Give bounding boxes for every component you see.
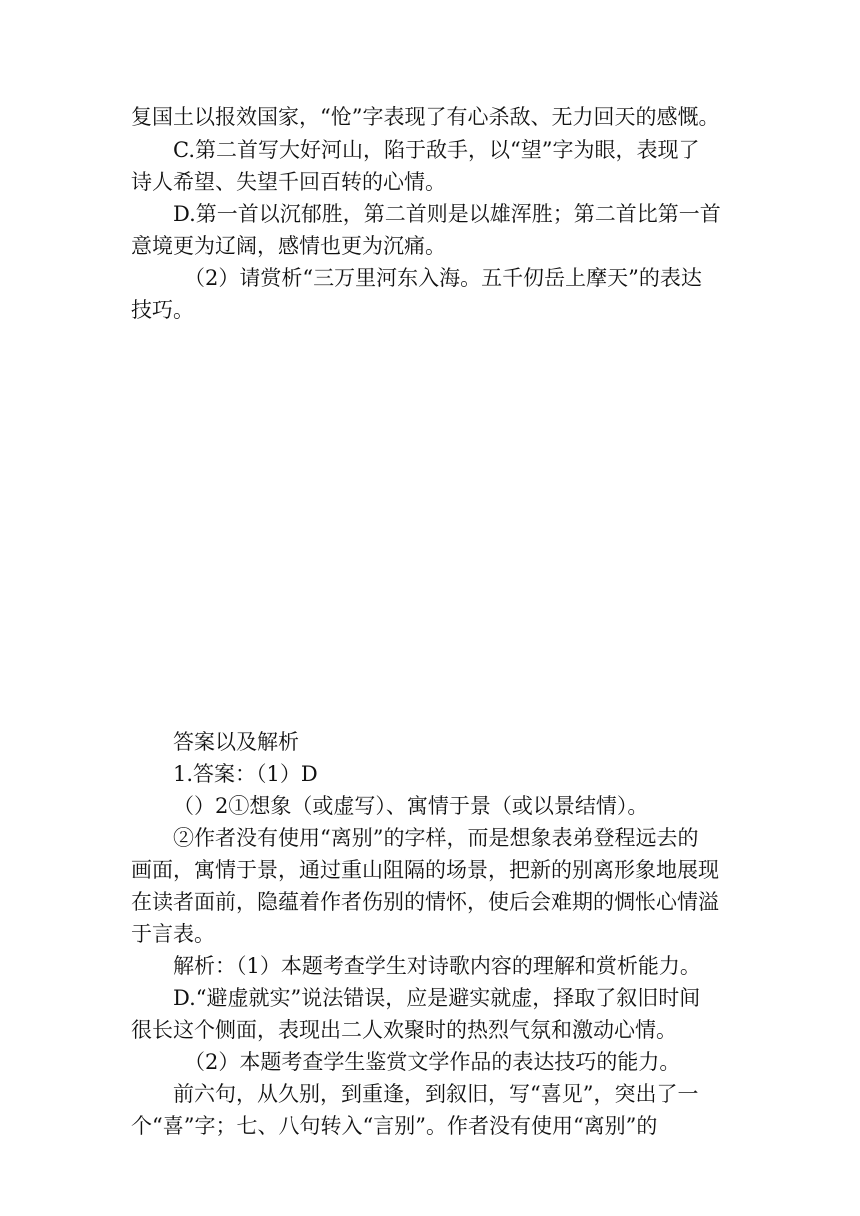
text-line: D.“避虚就实”说法错误，应是避实就虚，择取了叙旧时间 [173,986,701,1010]
answer-2-text: （）2①想象（或虚写）、寓情于景（或以景结情）。 [173,794,649,818]
analysis-text: 解析：（1）本题考查学生对诗歌内容的理解和赏析能力。 [173,954,701,978]
question-2-text: （2）请赏析“三万里河东入海。五千仞岳上摩天”的表达 [184,266,702,290]
text-line: 画面，寓情于景，通过重山阻隔的场景，把新的别离形象地展现 [131,858,719,882]
text-line: 前六句，从久别，到重逢，到叙旧，写“喜见”，突出了一 [173,1082,699,1106]
option-c-text: C.第二首写大好河山，陷于敌手，以“望”字为眼，表现了 [173,138,700,162]
text-line: 复国土以报效国家，“怆”字表现了有心杀敌、无力回天的感慨。 [131,105,720,129]
text-line: 意境更为辽阔，感情也更为沉痛。 [131,234,446,258]
text-line: 技巧。 [131,298,194,322]
text-line: 很长这个侧面，表现出二人欢聚时的热烈气氛和激动心情。 [131,1018,677,1042]
option-d-text: D.第一首以沉郁胜，第二首则是以雄浑胜；第二首比第一首 [173,202,721,226]
text-line: 诗人希望、失望千回百转的心情。 [131,170,446,194]
answers-heading: 答案以及解析 [173,730,299,754]
text-line: 于言表。 [131,922,215,946]
text-line: （2）本题考查学生鉴赏文学作品的表达技巧的能力。 [184,1050,681,1074]
answer-1-text: 1.答案：（1）D [173,762,318,786]
text-line: ②作者没有使用“离别”的字样，而是想象表弟登程远去的 [173,826,699,850]
text-line: 在读者面前，隐蕴着作者伤别的情怀，使后会难期的惆怅心情溢 [131,890,719,914]
text-line: 个“喜”字；七、八句转入“言别”。作者没有使用“离别”的 [131,1114,658,1138]
